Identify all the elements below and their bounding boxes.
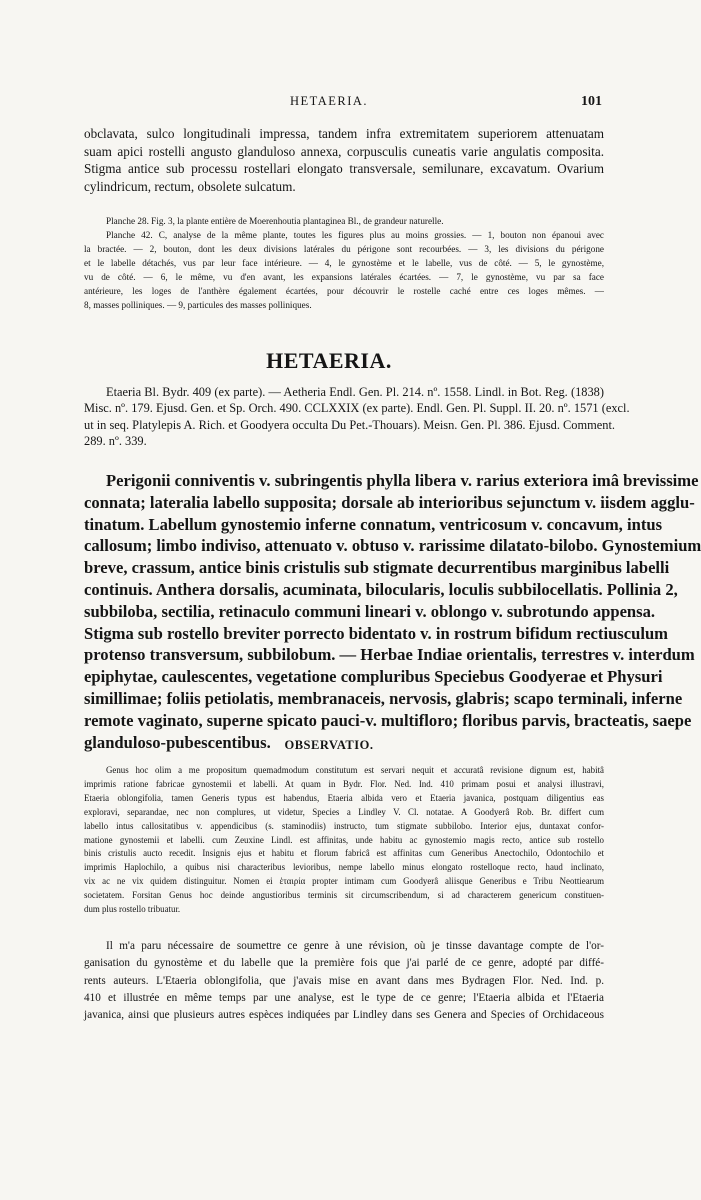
plate-note-line: Planche 28. Fig. 3, la plante entière de Moerenhoutia plantaginea Bl., de grandeur naturelle. (106, 216, 444, 226)
diagnosis-line: epiphytae, caulescentes, vegetatione compluribus Speciebus Goodyerae et Physuri (84, 667, 663, 687)
diagnosis-line: Stigma sub rostello breviter porrecto bidentato v. in rostrum bifidum rectiusculum (84, 623, 669, 643)
synonym-line: Etaeria Bl. Bydr. 409 (ex parte). — Aetheria Endl. Gen. Pl. 214. nº. 1558. Lindl. in Bot. Reg. (1838) (106, 385, 604, 399)
french-line: javanica, ainsi que plusieurs autres espèces indiquées par Lindley dans ses Genera and Species of Orchidaceous (84, 1009, 604, 1022)
diagnosis-line: tinatum. Labellum gynostemio inferne connatum, ventricosum v. concavum, intus (84, 514, 663, 534)
genus-title: HETAERIA. (266, 348, 392, 373)
diagnosis-line: connata; lateralia labello supposita; dorsale ab interioribus sejunctum v. iisdem agglu- (84, 492, 695, 512)
french-line: rents auteurs. L'Etaeria oblongifolia, que j'avais mise en avant dans mes Bydragen Flor. Ned. Ind. p. (84, 974, 604, 987)
observatio-line: labello intus callositatibus v. appendicibus (s. staminodiis) instructo, tum stigmate subbilobo. Interior ejus, duntaxat confor- (84, 820, 604, 831)
plate-note-line: antérieure, les loges de l'anthère également écartées, pour découvrir le rostelle caché entre ces loges mêmes. — (84, 286, 604, 296)
observatio-line: binis cristulis aucto recedit. Insignis ejus et habitu et florum fabricâ est affinitas cum Generibus Anectochilo, Odontochilo et (84, 848, 604, 859)
observatio-line: imprimis Haplochilo, a quibus nisi characteribus levioribus, nempe labello minus elongato rostelloque recto, haud inclinato, (84, 862, 604, 873)
plate-notes (84, 214, 604, 312)
synonymy (84, 384, 630, 450)
french-line: ganisation du gynostème et du labelle que la première fois que j'ai parlé de ce genre, adopté par diffé- (84, 957, 604, 970)
plate-note-line: 8, masses polliniques. — 9, particules des masses polliniques. (84, 300, 312, 310)
observatio-line: societatem. Forsitan Genus hoc deinde angustioribus terminis sit circumscribendum, si ad characterem genericum constituen- (84, 890, 604, 901)
text-line: Stigma antice sub processu rostellari elongato transversale, semilunare, excavatum. Ovarium (84, 161, 604, 177)
diagnosis-line: protenso transversum, subbilobum. — Herbae Indiae orientalis, terrestres v. interdum (84, 645, 695, 665)
diagnosis-line: Perigonii conniventis v. subringentis phylla libera v. rarius exteriora imâ brevissime (106, 471, 699, 490)
observatio-line: dum plus rostello tribuatur. (84, 904, 181, 915)
observatio-text (84, 764, 604, 917)
observatio-line: Etaeria oblongifolia, tamen Generis typus est habendus, Etaeria albida vero et Etaeria javanica, postquam diligentius eas (84, 792, 604, 803)
plate-note-line: Planche 42. C, analyse de la même plante, toutes les figures plus au moins grossies. — 1, bouton non épanoui avec (106, 230, 604, 240)
french-paragraph (84, 938, 604, 1024)
diagnosis-line: callosum; limbo indiviso, attenuato v. obtuso v. rarissime dilatato-bilobo. Gynostemium (84, 536, 701, 556)
observatio-heading: OBSERVATIO. (284, 738, 374, 752)
observatio-line: Genus hoc olim a me propositum quemadmodum constitutum est servari nequit et accuratâ revisione dignum est, habitâ (106, 765, 604, 775)
synonym-line: 289. nº. 339. (84, 434, 147, 449)
diagnosis-line: subbiloba, sectilia, retinaculo communi lineari v. oblongo v. subrotundo appensa. (84, 601, 656, 621)
observatio-line: exploravi, separandae, nec non complures, ut videtur, Species a Lindley V. Cl. notatae. A Goodyerâ Rob. Br. differt cum (84, 806, 604, 817)
running-head (0, 94, 658, 112)
plate-note-line: et le labelle détachés, vus par leur face intérieure. — 4, le gynostème et le labelle, vus de côté. — 5, le gynostème, (84, 258, 604, 268)
diagnosis-line: simillimae; foliis petiolatis, membranaceis, nervosis, glabris; scapo terminali, inferne (84, 688, 683, 708)
french-line: Il m'a paru nécessaire de soumettre ce genre à une révision, où je tinsse davantage compte de l'or- (106, 940, 604, 952)
plate-note-line: la bractée. — 2, bouton, dont les deux divisions latérales du périgone sont recourbées. — 3, les divisions du périgone (84, 244, 604, 254)
observatio-line: vix ac ne vix quidem distinguitur. Nomen ei ἑταιρία propter intimam cum Goodyerâ aliisque Generibus e Tribu Neottiearum (84, 876, 604, 887)
running-head-title: HETAERIA. (289, 94, 369, 108)
plate-note-line: vu de côté. — 6, le même, vu d'en avant, les expansions latérales écartées. — 7, le gynostème, vu par sa face (84, 272, 604, 282)
text-line: cylindricum, rectum, obsolete sulcatum. (84, 178, 296, 194)
diagnosis-line: breve, crassum, antice binis cristulis sub stigmate decurrentibus marginibus labelli (84, 558, 670, 578)
diagnosis-line: continuis. Anthera dorsalis, acuminata, bilocularis, loculis subbilocellatis. Pollinia 2, (84, 579, 678, 599)
text-line: suam apici rostelli angusto glanduloso annexa, corpusculis cuneatis varie angulatis composita. (84, 143, 604, 159)
diagnosis-line: remote vaginato, superne spicato pauci-v. multifloro; floribus parvis, bracteatis, saepe (84, 710, 692, 730)
synonym-line: Misc. nº. 179. Ejusd. Gen. et Sp. Orch. 490. CCLXXIX (ex parte). Endl. Gen. Pl. Suppl. II. 20. nº. 1571 (excl. (84, 401, 630, 416)
genus-diagnosis (84, 470, 701, 753)
observatio-line: matione gynostemii et labelli. cum Zeuxine Lindl. est affinitas, unde habitu ac gynostemio magis recto, antice sub rostello (84, 834, 604, 845)
text-line: obclavata, sulco longitudinali impressa, tandem infra extremitatem superiorem attenuatam (84, 126, 604, 141)
diagnosis-line: glanduloso-pubescentibus. (84, 732, 271, 752)
french-line: 410 et illustrée en même temps par une analyse, est le type de ce genre; l'Etaeria albida et l'Etaeria (84, 991, 604, 1004)
description-continuation (84, 125, 604, 195)
synonym-line: ut in seq. Platylepis A. Rich. et Goodyera occulta Du Pet.-Thouars). Meisn. Gen. Pl. 386. Ejusd. Comment. (84, 417, 616, 432)
observatio-line: imprimis ratione fabricae gynostemii et labelli. At quam in Bydr. Flor. Ned. Ind. 410 primam posui et analysi illustravi, (84, 778, 604, 789)
page-number: 101 (581, 94, 602, 109)
